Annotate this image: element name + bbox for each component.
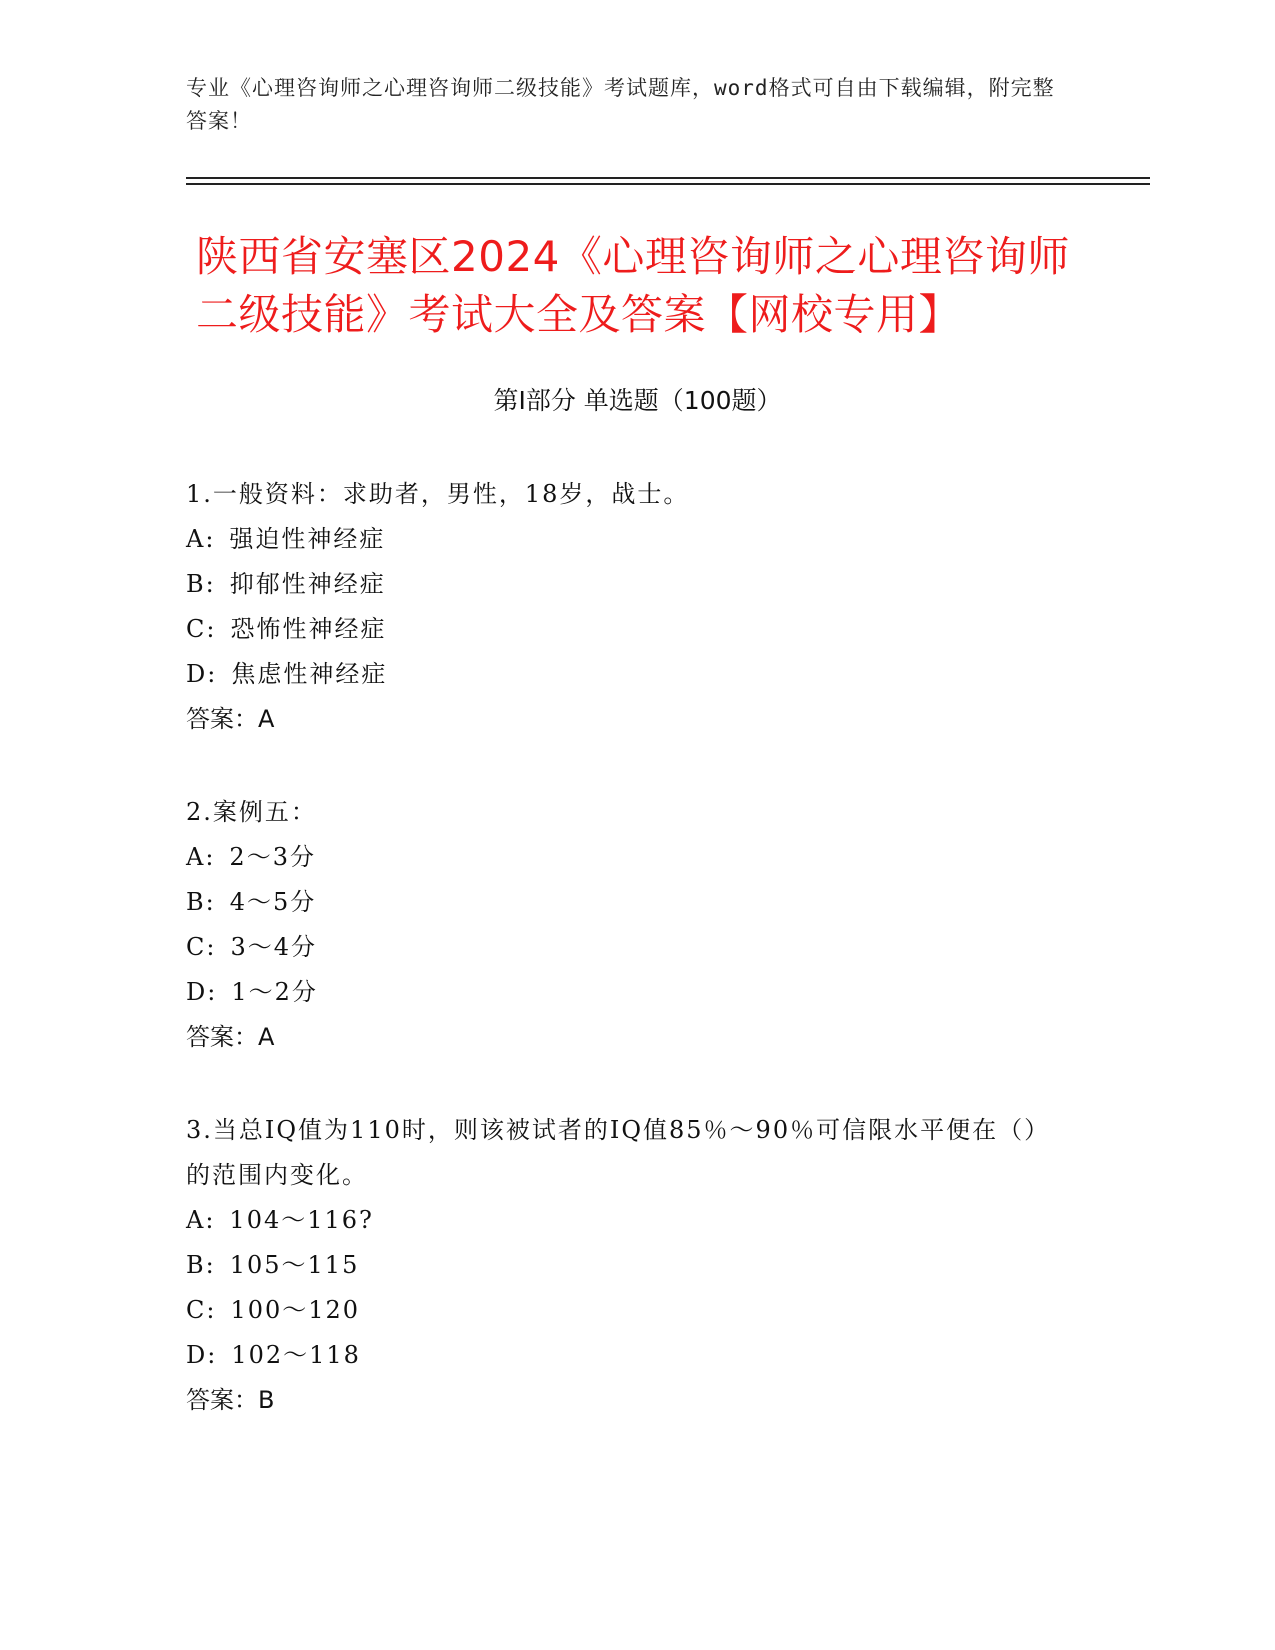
option-key: C: (186, 615, 217, 643)
option-c (186, 1288, 1066, 1333)
section-title: 第Ⅰ部分 单选题（100题） (493, 386, 782, 415)
question-2 (186, 790, 1066, 1060)
header-note: 专业《心理咨询师之心理咨询师二级技能》考试题库，word格式可自由下载编辑，附完整答案！ (186, 76, 1055, 133)
answer: 答案：B (186, 1386, 275, 1414)
option-a (186, 1198, 1066, 1243)
option-key: B: (186, 888, 216, 916)
option-text: 2～3分 (229, 843, 316, 871)
question-3 (186, 1108, 1066, 1423)
header-divider-bottom (186, 183, 1150, 185)
option-key: C: (186, 933, 217, 961)
question-stem: 2.案例五： (186, 798, 317, 826)
option-d (186, 652, 1066, 697)
answer: 答案：A (186, 705, 275, 733)
option-d (186, 970, 1066, 1015)
option-text: 102～118 (231, 1341, 361, 1369)
option-text: 104～116? (229, 1206, 374, 1234)
option-a (186, 517, 1066, 562)
option-text: 焦虑性神经症 (231, 660, 388, 688)
option-text: 强迫性神经症 (229, 525, 386, 553)
option-key: B: (186, 570, 216, 598)
option-c (186, 925, 1066, 970)
option-text: 3～4分 (230, 933, 317, 961)
question-stem: 3.当总IQ值为110时，则该被试者的IQ值85％～90％可信限水平便在（）的范围内变化。 (186, 1116, 1051, 1189)
option-a (186, 835, 1066, 880)
option-key: A: (186, 1206, 216, 1234)
option-key: B: (186, 1251, 216, 1279)
option-key: A: (186, 525, 216, 553)
option-d (186, 1333, 1066, 1378)
option-text: 恐怖性神经症 (230, 615, 387, 643)
option-key: D: (186, 1341, 218, 1369)
option-c (186, 607, 1066, 652)
document-title: 陕西省安塞区2024《心理咨询师之心理咨询师二级技能》考试大全及答案【网校专用】 (196, 232, 1070, 339)
option-text: 抑郁性神经症 (229, 570, 386, 598)
option-b (186, 880, 1066, 925)
option-key: D: (186, 978, 218, 1006)
option-key: A: (186, 843, 216, 871)
option-b (186, 562, 1066, 607)
option-text: 1～2分 (231, 978, 318, 1006)
option-text: 100～120 (230, 1296, 361, 1324)
option-key: C: (186, 1296, 217, 1324)
answer: 答案：A (186, 1023, 275, 1051)
option-text: 105～115 (229, 1251, 360, 1279)
header-divider-top (186, 177, 1150, 179)
question-1 (186, 472, 1066, 742)
option-text: 4～5分 (229, 888, 317, 916)
option-b (186, 1243, 1066, 1288)
option-key: D: (186, 660, 218, 688)
question-stem: 1.一般资料：求助者，男性，18岁，战士。 (186, 480, 690, 508)
